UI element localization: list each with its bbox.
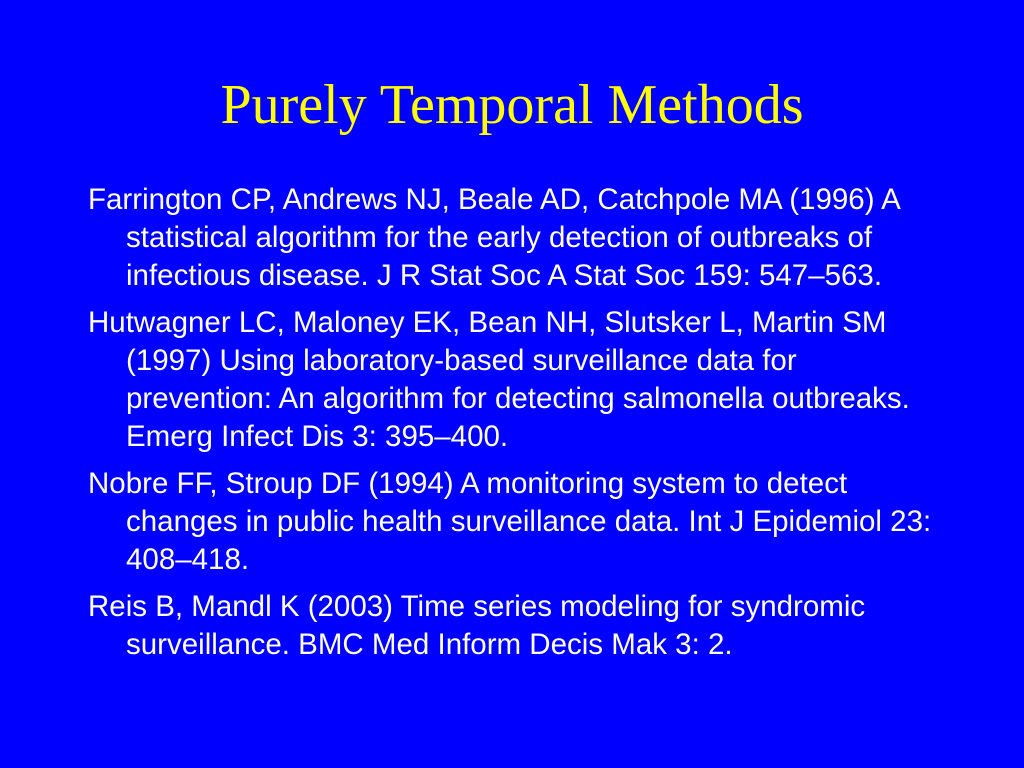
- reference-list: [88, 181, 948, 673]
- reference-item: Nobre FF, Stroup DF (1994) A monitoring system to detect changes in public health surveillance data. Int J Epidemiol 23: 408–418.: [88, 467, 932, 576]
- slide-title: Purely Temporal Methods: [220, 74, 804, 136]
- reference-item: Farrington CP, Andrews NJ, Beale AD, Catchpole MA (1996) A statistical algorithm for the early detection of outbreaks of infectious disease. J R Stat Soc A Stat Soc 159: 547–563.: [88, 183, 900, 292]
- reference-item: Reis B, Mandl K (2003) Time series modeling for syndromic surveillance. BMC Med Inform Decis Mak 3: 2.: [88, 590, 866, 661]
- reference-item: Hutwagner LC, Maloney EK, Bean NH, Slutsker L, Martin SM (1997) Using laboratory-based surveillance data for prevention: An algorithm for detecting salmonella outbreaks. Emerg Infect Dis 3: 395–400.: [88, 306, 910, 453]
